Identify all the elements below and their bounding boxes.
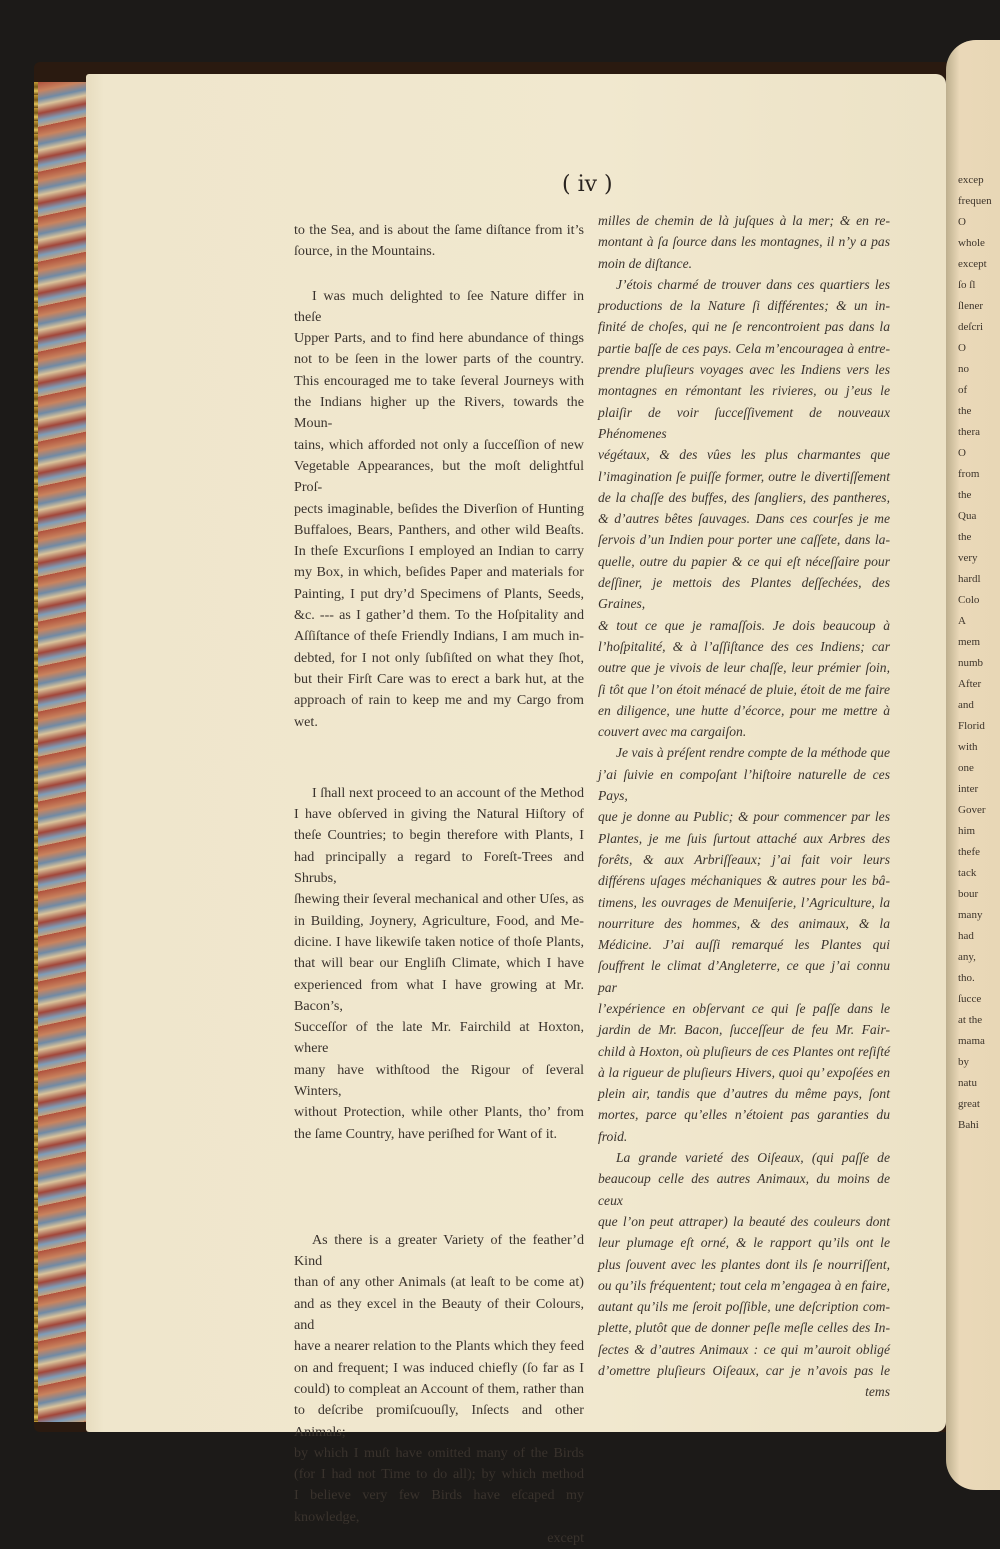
text-line: This encouraged me to take ſeveral Journeys with — [294, 372, 584, 389]
facing-page-fragment: mem — [958, 636, 980, 648]
text-line: on and frequent; I was induced chiefly (ſo far as I — [294, 1359, 584, 1376]
text-line: without Protection, while other Plants, tho’ from — [294, 1104, 584, 1121]
text-line: wet. — [294, 713, 318, 730]
text-line: to deſcribe promiſcuouſly, Inſects and other Animals; — [294, 1402, 584, 1440]
text-line: ſhewing their ſeveral mechanical and other Uſes, as — [294, 891, 584, 908]
text-line: montant à ſa ſource dans les montagnes, il n’y a pas — [598, 234, 890, 250]
text-line: and as they excel in the Beauty of their Colours, and — [294, 1295, 584, 1334]
facing-page-fragment: thefe — [958, 846, 980, 858]
english-column — [294, 220, 584, 1549]
text-line: In theſe Excurſions I employed an Indian to carry — [294, 543, 584, 560]
text-line: ſectes & d’autres Animaux : ce qui m’auroit obligé — [598, 1341, 890, 1357]
text-line: moin de diſtance. — [598, 255, 693, 271]
text-line: my Box, in which, beſides Paper and materials for — [294, 564, 584, 581]
facing-page-fragment: any, — [958, 951, 976, 963]
text-line: l’hoſpitalité, & à l’aſſiſtance des ces Indiens; car — [598, 638, 890, 654]
text-line: Je vais à préſent rendre compte de la méthode que — [616, 745, 890, 761]
facing-page-fragment: numb — [958, 657, 984, 669]
facing-page-fragment: from — [958, 468, 980, 480]
text-line: à la rigueur de pluſieurs Hivers, quoi qu’ expoſées en — [598, 1064, 890, 1080]
text-line: nourriture des hommes, & des animaux, & la — [598, 915, 890, 931]
text-line: ſouffrent le climat d’Angleterre, ce que j’ai connu par — [598, 958, 890, 995]
facing-page-fragment: ſo ſl — [958, 279, 976, 291]
facing-page-fragment: frequen — [958, 195, 992, 207]
facing-page-fragment: whole — [958, 237, 985, 249]
text-line: différens uſages méchaniques & autres pour les bâ- — [598, 873, 890, 889]
facing-page-fragment: very — [958, 552, 978, 564]
text-line: montagnes en rémontant les rivieres, ou j’eus le — [598, 383, 890, 399]
facing-page-fragment: ſucce — [958, 993, 982, 1005]
text-line: I ſhall next proceed to an account of the Method — [312, 784, 584, 801]
text-line: As there is a greater Variety of the feather’d Kind — [294, 1231, 584, 1270]
facing-page-fragment: the — [958, 405, 972, 417]
text-line: ou qu’ils fréquentent; tout cela m’engagea à en faire, — [598, 1277, 890, 1293]
text-line: by which I muſt have omitted many of the Birds — [294, 1444, 584, 1461]
text-line: prendre pluſieurs voyages avec les Indiens vers les — [598, 362, 890, 378]
english-paragraph-1 — [294, 220, 584, 263]
text-line: J’étois charmé de trouver dans ces quartiers les — [616, 276, 890, 292]
text-line: plette, plutôt que de donner peſle meſle celles des In- — [598, 1320, 890, 1336]
text-line: deſſiner, je mettois des Plantes deſſechées, des Graines, — [598, 575, 890, 612]
facing-page-fragment: many — [958, 909, 983, 921]
facing-page-fragment: with — [958, 741, 978, 753]
english-paragraph-3 — [294, 783, 584, 1145]
facing-page-fragment: ſlener — [958, 300, 984, 312]
facing-page-fragment: tack — [958, 867, 977, 879]
text-line: outre que je vivois de leur chaſſe, leur prémier ſoin, — [598, 660, 890, 676]
text-line: dicine. I have likewiſe taken notice of thoſe Plants, — [294, 933, 584, 950]
facing-page-fragment: Florid — [958, 720, 985, 732]
text-line: Vegetable Appearances, but the moſt delightful Proſ- — [294, 457, 584, 496]
text-line: theſe Countries; to begin therefore with Plants, I — [294, 827, 584, 844]
text-line: I was much delighted to ſee Nature differ in theſe — [294, 287, 584, 325]
text-line: ſource, in the Mountains. — [294, 243, 436, 260]
facing-page-fragment: him — [958, 825, 976, 837]
text-line: La grande varieté des Oiſeaux, (qui paſſe de — [616, 1150, 890, 1166]
facing-page-fragment: great — [958, 1098, 980, 1110]
facing-page-fragment: the — [958, 531, 972, 543]
facing-page-fragment: at the — [958, 1014, 983, 1026]
text-line: pects imaginable, beſides the Diverſion of Hunting — [294, 500, 584, 517]
text-line: & d’autres bêtes ſauvages. Dans ces courſes je me — [598, 511, 890, 527]
text-line: que l’on peut attraper) la beauté des couleurs dont — [598, 1213, 890, 1229]
facing-page-fragment: bour — [958, 888, 979, 900]
text-line: l’expérience en obſervant ce qui ſe paſſe dans le — [598, 1000, 890, 1016]
text-line: in Building, Joynery, Agriculture, Food, and Me- — [294, 912, 584, 929]
text-line: had principally a regard to Foreſt-Trees and Shrubs, — [294, 848, 584, 887]
french-paragraph-2 — [598, 274, 890, 743]
text-line: j’ai ſuivie en compoſant l’hiſtoire naturelle de ces Pays, — [598, 766, 890, 804]
french-catchword: tems — [865, 1384, 890, 1400]
facing-page-fragment: had — [958, 930, 974, 942]
text-line: but their Firſt Care was to erect a bark hut, at the — [294, 670, 584, 687]
text-line: I believe very few Birds have eſcaped my knowledge, — [294, 1487, 584, 1525]
text-line: partie baſſe de ces pays. Cela m’encouragea à entre- — [598, 340, 890, 356]
text-line: leur plumage eſt orné, & le rapport qu’ils ont le — [598, 1235, 890, 1251]
text-line: debted, for I not only ſubſiſted on what they ſhot, — [294, 649, 584, 666]
text-line: quelle, outre du papier & ce qui eſt néceſſaire pour — [598, 553, 890, 569]
french-paragraph-1 — [598, 210, 890, 274]
facing-page-fragment: no — [958, 363, 969, 375]
text-line: productions de la Nature ſi différentes; & un in- — [598, 298, 890, 314]
page-number: ( iv ) — [562, 172, 613, 197]
text-line: finité de choſes, qui ne ſe rencontroient pas dans la — [598, 319, 890, 335]
text-line: that will bear our Engliſh Climate, which I have — [294, 955, 584, 972]
text-line: végétaux, & des vûes les plus charmantes que — [598, 447, 890, 463]
text-line: I have obſerved in giving the Natural Hiſtory of — [294, 806, 584, 823]
text-line: Painting, I put dry’d Specimens of Plants, Seeds, — [294, 585, 584, 602]
english-paragraph-4 — [294, 1230, 584, 1528]
text-line: Buffaloes, Bears, Panthers, and other wild Beaſts. — [294, 521, 584, 538]
facing-page-fragment: except — [958, 258, 987, 270]
facing-page-fragment: O — [958, 447, 966, 459]
text-line: the ſame Country, have periſhed for Want of it. — [294, 1125, 558, 1142]
text-line: Succeſſor of the late Mr. Fairchild at Hoxton, where — [294, 1019, 584, 1057]
text-line: not to be ſeen in the lower parts of the country. — [294, 351, 584, 368]
text-line: Plantes, je me ſuis ſurtout attaché aux Arbres des — [598, 830, 890, 846]
text-line: milles de chemin de là juſques à la mer; & en re- — [598, 213, 890, 228]
facing-page-fragment: tho. — [958, 972, 975, 984]
text-line: plus ſouvent avec les plantes dont ils ſe nourriſſent, — [598, 1256, 890, 1272]
text-line: que je donne au Public; & pour commencer par les — [598, 809, 890, 825]
facing-page-fragment: of — [958, 384, 968, 396]
text-line: child à Hoxton, où pluſieurs de ces Plantes ont reſiſté — [598, 1043, 890, 1059]
english-catchword: except — [547, 1530, 584, 1547]
facing-page-fragment: O — [958, 216, 966, 228]
text-line: beaucoup celle des autres Animaux, du moins de ceux — [598, 1171, 890, 1208]
text-line: mortes, parce qu’elles n’étoient pas garanties du froid. — [598, 1107, 890, 1144]
text-line: than of any other Animals (at leaſt to be come at) — [294, 1274, 584, 1291]
text-line: jardin de Mr. Bacon, ſucceſſeur de feu Mr. Fair- — [598, 1022, 890, 1038]
facing-page-fragment: A — [958, 615, 966, 627]
text-line: could) to compleat an Account of them, rather than — [294, 1380, 584, 1397]
text-line: the Indians higher up the Rivers, towards the Moun- — [294, 394, 584, 432]
facing-page-fragment: excep — [958, 174, 984, 186]
facing-page-fragment: thera — [958, 426, 980, 438]
text-line: Aſſiſtance of theſe Friendly Indians, I am much in- — [294, 628, 584, 645]
text-line: autant qu’ils me ſeroit poſſible, une deſcription com- — [598, 1299, 890, 1315]
text-line: (for I had not Time to do all); by which method — [294, 1466, 584, 1483]
english-paragraph-2 — [294, 286, 584, 733]
text-line: plaiſir de voir ſucceſſivement de nouveaux Phénomenes — [598, 404, 890, 441]
facing-page-fragment: deſcri — [958, 321, 984, 333]
facing-page-fragment: Bahi — [958, 1119, 979, 1131]
text-line: plein air, tandis que d’autres du même pays, ſont — [598, 1086, 890, 1102]
text-line: to the Sea, and is about the ſame diſtance from it’s — [294, 222, 584, 238]
text-line: tains, which afforded not only a ſucceſſion of new — [294, 436, 584, 453]
facing-page-fragment: by — [958, 1056, 969, 1068]
text-line: ſervois d’un Indien pour porter une caſſete, dans la- — [598, 532, 890, 548]
facing-page-fragment: natu — [958, 1077, 977, 1089]
french-paragraph-4 — [598, 1147, 890, 1381]
text-line: d’omettre pluſieurs Oiſeaux, car je n’avois pas le — [598, 1363, 890, 1379]
text-line: Upper Parts, and to find here abundance of things — [294, 330, 584, 347]
facing-page-fragment: and — [958, 699, 974, 711]
facing-page-fragment: Colo — [958, 594, 980, 606]
text-line: &c. --- as I gather’d them. To the Hoſpitality and — [294, 607, 584, 624]
facing-page-fragment: Gover — [958, 804, 986, 816]
text-line: timens, les ouvrages de Menuiſerie, l’Agriculture, la — [598, 894, 890, 910]
text-line: have a nearer relation to the Plants which they feed — [294, 1338, 584, 1355]
french-column — [598, 210, 890, 1403]
text-line: forêts, & aux Arbriſſeaux; j’ai fait voir leurs — [598, 851, 890, 867]
text-line: many have withſtood the Rigour of ſeveral Winters, — [294, 1061, 584, 1099]
text-line: Médicine. J’ai auſſi remarqué les Plantes qui — [598, 937, 890, 953]
facing-page-fragment: hardl — [958, 573, 981, 585]
facing-page-fragment: inter — [958, 783, 979, 795]
facing-page-text — [958, 170, 998, 1136]
text-line: experienced from what I have growing at Mr. Bacon’s, — [294, 976, 584, 1014]
facing-page-fragment: one — [958, 762, 974, 774]
facing-page-fragment: mama — [958, 1035, 985, 1047]
text-line: & tout ce que je ramaſſois. Je dois beaucoup à — [598, 617, 890, 633]
text-line: couvert avec ma cargaiſon. — [598, 724, 747, 740]
facing-page-fragment: O — [958, 342, 966, 354]
facing-page-fragment: Qua — [958, 510, 977, 522]
text-line: l’imagination ſe puiſſe former, outre le divertiſſement — [598, 468, 890, 484]
text-line: de la chaſſe des buffes, des ſangliers, des pantheres, — [598, 489, 890, 505]
french-paragraph-3 — [598, 742, 890, 1147]
facing-page-fragment: the — [958, 489, 972, 501]
text-line: en diligence, une hutte d’écorce, pour me mettre à — [598, 702, 890, 718]
text-line: ſi tôt que l’on étoit ménacé de pluie, étoit de me faire — [598, 681, 890, 697]
text-line: approach of rain to keep me and my Cargo from — [294, 692, 584, 709]
facing-page-fragment: After — [958, 678, 982, 690]
